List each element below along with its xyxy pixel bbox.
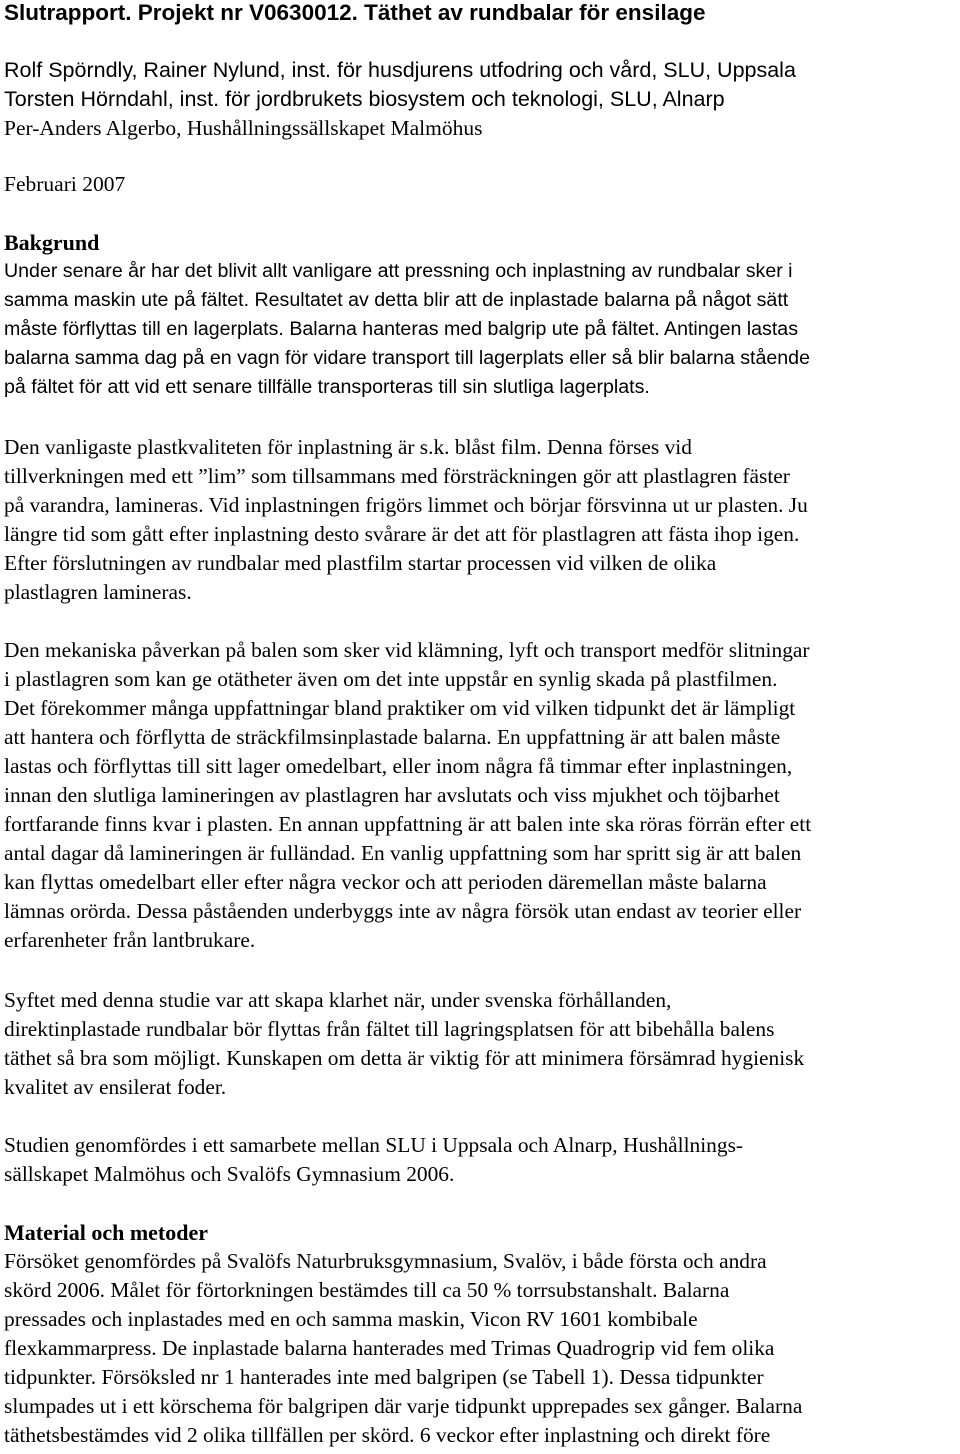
text-line: Syftet med denna studie var att skapa klarhet när, under svenska förhållanden, bbox=[4, 988, 672, 1012]
text-line: skörd 2006. Målet för förtorkningen bestämdes till ca 50 % torrsubstanshalt. Balarna bbox=[4, 1278, 730, 1302]
text-line: kvalitet av ensilerat foder. bbox=[4, 1075, 227, 1099]
text-line: Den mekaniska påverkan på balen som sker vid klämning, lyft och transport medför slitningar bbox=[4, 638, 810, 662]
text-line: Under senare år har det blivit allt vanligare att pressning och inplastning av rundbalar sker i bbox=[4, 260, 793, 282]
paragraph-methods bbox=[4, 1247, 956, 1450]
text-line: täthetsbestämdes vid 2 olika tillfällen per skörd. 6 veckor efter inplastning och direkt före bbox=[4, 1423, 771, 1447]
author-line: Rolf Spörndly, Rainer Nylund, inst. för husdjurens utfodring och vård, SLU, Uppsala bbox=[4, 58, 796, 82]
author-line: Per-Anders Algerbo, Hushållningssällskapet Malmöhus bbox=[4, 116, 483, 140]
text-line: Den vanligaste plastkvaliteten för inplastning är s.k. blåst film. Denna förses vid bbox=[4, 435, 692, 459]
text-line: Efter förslutningen av rundbalar med plastfilm startar processen vid vilken de olika bbox=[4, 551, 717, 575]
text-line: täthet så bra som möjligt. Kunskapen om detta är viktig för att minimera försämrad hygienisk bbox=[4, 1046, 805, 1070]
text-line: i plastlagren som kan ge otätheter även om det inte uppstår en synlig skada på plastfilmen. bbox=[4, 667, 778, 691]
text-line: slumpades ut i ett körschema för balgripen där varje tidpunkt upprepades sex gånger. Balarna bbox=[4, 1394, 803, 1418]
text-line: längre tid som gått efter inplastning desto svårare är det att för plastlagren att fästa ihop igen. bbox=[4, 522, 800, 546]
section-heading-methods: Material och metoder bbox=[4, 1220, 209, 1245]
section-heading-background: Bakgrund bbox=[4, 230, 100, 255]
text-line: att hantera och förflytta de sträckfilmsinplastade balarna. En uppfattning är att balen måste bbox=[4, 725, 781, 749]
paragraph-plastic-quality bbox=[4, 433, 956, 607]
text-line: balarna samma dag på en vagn för vidare transport till lagerplats eller så blir balarna stående bbox=[4, 347, 810, 369]
text-line: tidpunkter. Försöksled nr 1 hanterades inte med balgripen (se Tabell 1). Dessa tidpunkter bbox=[4, 1365, 764, 1389]
text-line: kan flyttas omedelbart eller efter några veckor och att perioden däremellan måste balarna bbox=[4, 870, 767, 894]
text-line: på varandra, lamineras. Vid inplastningen frigörs limmet och börjar försvinna ut ur plasten. Ju bbox=[4, 493, 808, 517]
document-title: Slutrapport. Projekt nr V0630012. Täthet av rundbalar för ensilage bbox=[4, 0, 706, 25]
text-line: lämnas orörda. Dessa påståenden underbyggs inte av några försök utan endast av teorier eller bbox=[4, 899, 802, 923]
text-line: flexkammarpress. De inplastade balarna hanterades med Trimas Quadrogrip vid fem olika bbox=[4, 1336, 775, 1360]
text-line: antal dagar då lamineringen är fulländad. En vanlig uppfattning som har spritt sig är att balen bbox=[4, 841, 802, 865]
text-line: fortfarande finns kvar i plasten. En annan uppfattning är att balen inte ska röras förrän efter ett bbox=[4, 812, 812, 836]
text-line: Studien genomfördes i ett samarbete mellan SLU i Uppsala och Alnarp, Hushållnings- bbox=[4, 1133, 744, 1157]
paragraph-mechanical-impact bbox=[4, 636, 956, 955]
paragraph-purpose bbox=[4, 986, 956, 1102]
text-line: plastlagren lamineras. bbox=[4, 580, 192, 604]
text-line: måste förflyttas till en lagerplats. Balarna hanteras med balgrip ute på fältet. Antingen lastas bbox=[4, 318, 798, 340]
text-line: innan den slutliga lamineringen av plastlagren har avslutats och viss mjukhet och töjbarhet bbox=[4, 783, 780, 807]
paragraph-background bbox=[4, 257, 956, 402]
text-line: samma maskin ute på fältet. Resultatet av detta blir att de inplastade balarna på något sätt bbox=[4, 289, 789, 311]
text-line: Försöket genomfördes på Svalöfs Naturbruksgymnasium, Svalöv, i både första och andra bbox=[4, 1249, 767, 1273]
text-line: Det förekommer många uppfattningar bland praktiker om vid vilken tidpunkt det är lämpligt bbox=[4, 696, 796, 720]
text-line: sällskapet Malmöhus och Svalöfs Gymnasium 2006. bbox=[4, 1162, 455, 1186]
document-date: Februari 2007 bbox=[4, 172, 126, 196]
text-line: på fältet för att vid ett senare tillfälle transporteras till sin slutliga lagerplats. bbox=[4, 376, 650, 398]
text-line: erfarenheter från lantbrukare. bbox=[4, 928, 256, 952]
text-line: pressades och inplastades med en och samma maskin, Vicon RV 1601 kombibale bbox=[4, 1307, 698, 1331]
text-line: lastas och förflyttas till sitt lager omedelbart, eller inom några få timmar efter inplastningen, bbox=[4, 754, 793, 778]
text-line: direktinplastade rundbalar bör flyttas från fältet till lagringsplatsen för att bibehålla balens bbox=[4, 1017, 775, 1041]
text-line: tillverkningen med ett ”lim” som tillsammans med försträckningen gör att plastlagren fäster bbox=[4, 464, 790, 488]
author-line: Torsten Hörndahl, inst. för jordbrukets biosystem och teknologi, SLU, Alnarp bbox=[4, 87, 725, 111]
paragraph-collaboration bbox=[4, 1131, 956, 1189]
